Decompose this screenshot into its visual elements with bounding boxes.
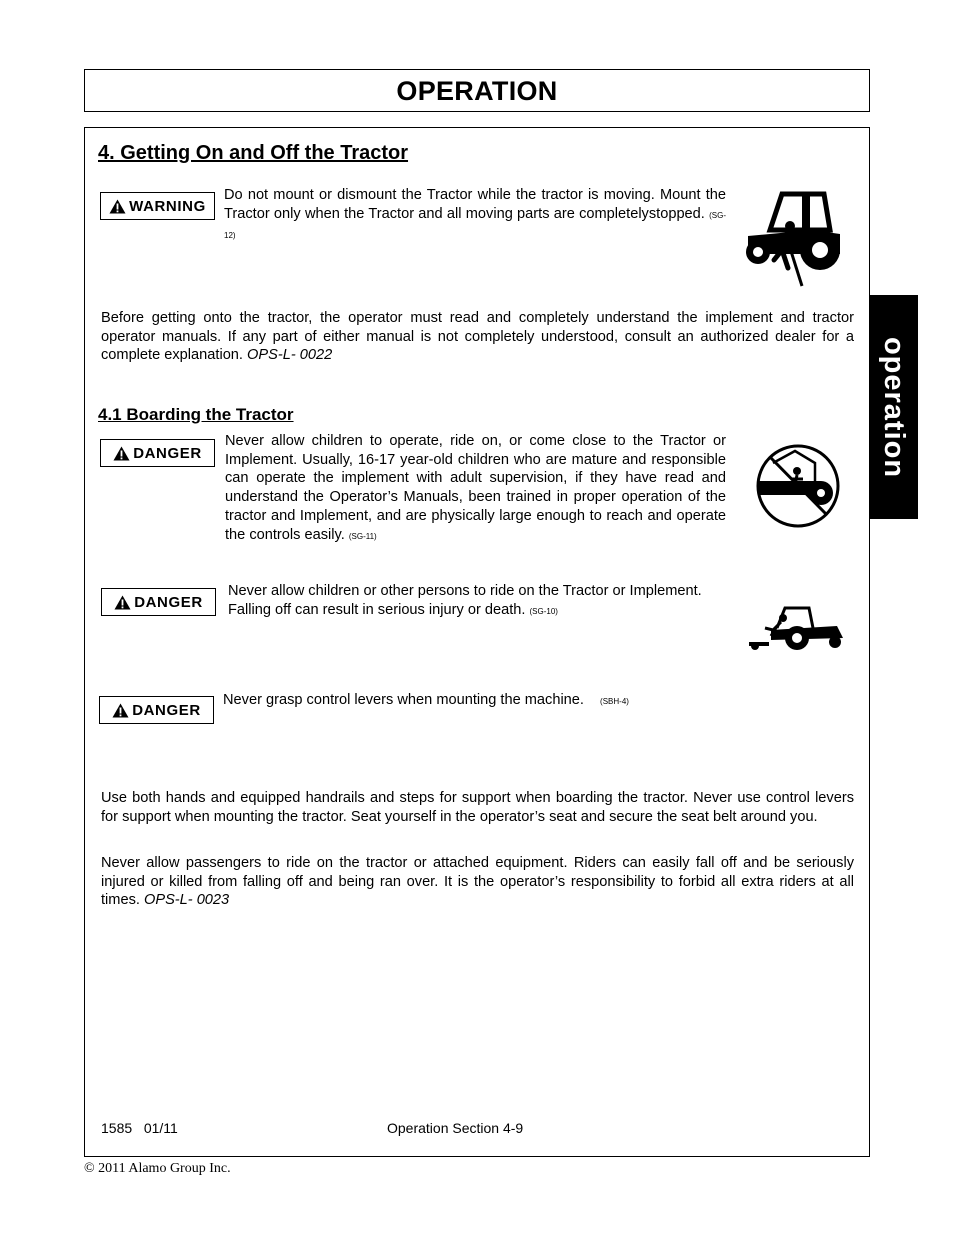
hazard-triangle-icon [112,703,129,718]
footer-model-date: 1585 01/11 [101,1120,178,1136]
danger-riders-body: Never allow children or other persons to ride on the Tractor or Implement. Falling off can result in serious injury or death. [228,583,702,618]
danger-children-text [225,432,726,546]
boarding-paragraph [101,789,854,826]
hazard-triangle-icon [114,595,131,610]
danger-label-text: DANGER [132,701,201,719]
passengers-ref: OPS-L- 0023 [143,892,230,909]
warning-code: (SG-12) [224,210,727,241]
intro-paragraph [101,309,854,365]
danger-levers-body: Never grasp control levers when mounting the machine. [223,692,584,708]
copyright: © 2011 Alamo Group Inc. [84,1161,231,1176]
danger-riders-text [228,582,734,621]
danger-riders-code: (SG-10) [529,606,558,616]
hazard-triangle-icon [109,199,126,214]
section-title: 4. Getting On and Off the Tractor [98,142,409,164]
danger-levers-text [223,691,743,712]
intro-paragraph-body: Before getting onto the tractor, the operator must read and completely understand the implement and tractor operator manuals. If any part of either manual is not completely understood, consult an authorized dealer for a complete explanation. [101,310,854,364]
warning-text [224,186,726,246]
danger-label [100,439,215,467]
no-children-icon [755,443,841,529]
danger-label [101,588,216,616]
boarding-paragraph-body: Use both hands and equipped handrails and steps for support when boarding the tractor. Never use control levers for support when mounting the tractor. Seat yourself in the operator’s seat and secure the seat belt around you. [101,790,854,825]
side-tab [869,295,918,519]
passengers-paragraph-body: Never allow passengers to ride on the tractor or attached equipment. Riders can easily fall off and be seriously injured or killed from falling off and being ran over. It is the operator’s responsibility to forbid all extra riders at all times. [101,855,854,909]
danger-children-code: (SG-11) [348,531,377,541]
danger-label [99,696,214,724]
rider-falling-icon [747,604,845,652]
tractor-runover-icon [742,188,846,288]
danger-label-text: DANGER [134,593,203,611]
warning-label-text: WARNING [129,197,206,215]
intro-ref: OPS-L- 0022 [247,347,333,364]
subsection-title: 4.1 Boarding the Tractor [98,405,294,424]
page-header-title: OPERATION [396,76,558,106]
hazard-triangle-icon [113,446,130,461]
danger-levers-code: (SBH-4) [600,697,629,706]
warning-text-body: Do not mount or dismount the Tractor while the tractor is moving. Mount the Tractor only when the Tractor and all moving parts are completelystopped. [224,187,726,222]
side-tab-label: operation [878,336,910,478]
footer-section-page: Operation Section 4-9 [387,1120,524,1136]
header-box [84,69,870,112]
passengers-paragraph [101,854,854,910]
warning-label [100,192,215,220]
danger-children-body: Never allow children to operate, ride on, or come close to the Tractor or Implement. Usually, 16-17 year-old children who are mature and responsible can operate the implement with adult supervision, if they have read and understand the Operator’s Manuals, been trained in proper operation of the tractor and Implement, and are physically large enough to reach and operate the controls easily. [225,433,726,543]
danger-label-text: DANGER [133,444,202,462]
